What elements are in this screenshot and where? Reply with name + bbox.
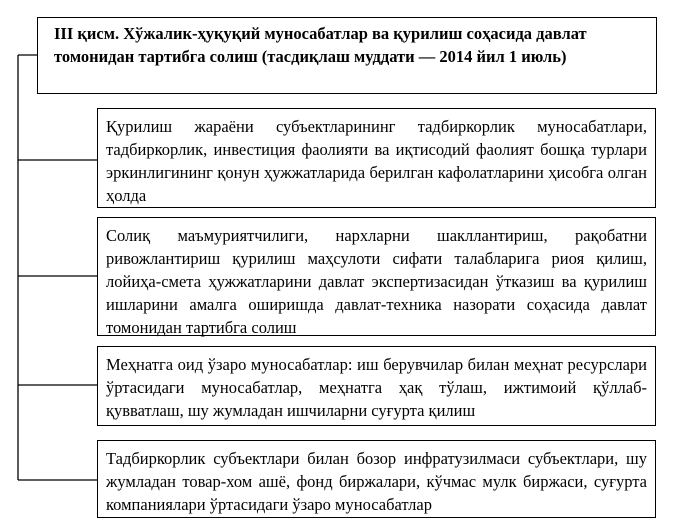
item-box-2	[97, 217, 656, 336]
title-box	[37, 17, 657, 94]
item-text: Солиқ маъмуриятчилиги, нархларни шакллантириш, рақобатни ривожлантириш қурилиш маҳсулоти сифати талабларига риоя қилиш, лойиҳа-смета ҳужжатларини давлат экспертизасидан ўтказиш ва қурилиш ишларини амалга оширишда давлат-техника назорати соҳасида давлат томонидан тартибга солиш	[106, 226, 647, 337]
item-text: Қурилиш жараёни субъектларининг тадбиркорлик муносабатлари, тадбиркорлик, инвестиция фаолияти ва иқтисодий фаолият бошқа турлари эркинлигининг қонун ҳужжатларида берилган кафолатларини ҳисобга олган ҳолда	[106, 117, 647, 205]
item-box-3	[97, 346, 656, 426]
item-text: Меҳнатга оид ўзаро муносабатлар: иш берувчилар билан меҳнат ресурслари ўртасидаги муносабатлар, меҳнатга ҳақ тўлаш, ижтимоий қўллаб-қувватлаш, шу жумладан ишчиларни суғурта қилиш	[106, 355, 647, 420]
title-text: III қисм. Хўжалик-ҳуқуқий муносабатлар ва қурилиш соҳасида давлат томонидан тартибга солиш (тасдиқлаш муддати — 2014 йил 1 июль)	[54, 24, 587, 66]
item-box-4	[97, 440, 656, 518]
item-text: Тадбиркорлик субъектлари билан бозор инфратузилмаси субъектлари, шу жумладан товар-хом ашё, фонд биржалари, кўчмас мулк биржаси, суғурта компаниялари ўртасидаги ўзаро муносабатлар	[106, 449, 647, 514]
item-box-1	[97, 108, 656, 208]
